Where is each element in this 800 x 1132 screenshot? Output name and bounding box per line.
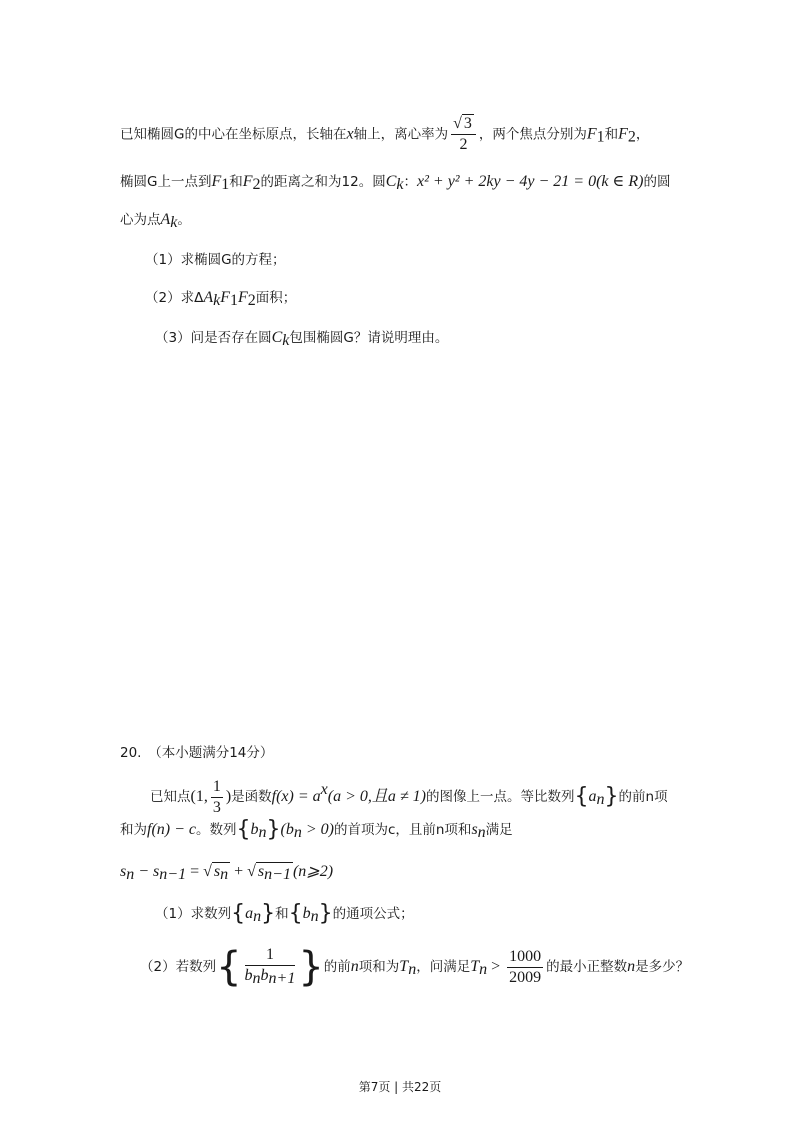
text: 和	[275, 906, 289, 922]
subscript: n+1	[268, 970, 296, 987]
fraction-numerator: 1	[245, 945, 296, 966]
subscript: n	[310, 908, 319, 925]
math-var: T	[470, 958, 480, 975]
p19-line3	[120, 210, 191, 233]
math-var: F	[586, 125, 597, 143]
subscript: n	[253, 908, 262, 925]
fraction-denominator: 2009	[509, 968, 542, 986]
p20-recurrence	[120, 862, 333, 885]
subscript: n	[252, 970, 261, 987]
point-open: (1,	[190, 788, 208, 805]
subscript: n	[477, 824, 486, 841]
brace-close: }	[318, 901, 333, 926]
subscript: n	[596, 791, 605, 808]
text: （2）若数列	[140, 959, 217, 975]
math-var: n	[627, 958, 636, 975]
point-close: )	[225, 788, 232, 805]
math-var: b	[302, 905, 311, 922]
math-var: a	[245, 905, 254, 922]
text: 的最小正整数	[546, 959, 628, 975]
circle-equation: x² + y² + 2ky − 4y − 21 = 0(k ∈ R)	[417, 173, 644, 190]
text: 的距离之和为12。圆	[260, 174, 386, 190]
text: 的图像上一点。等比数列	[426, 789, 575, 805]
math-var: b	[250, 821, 259, 838]
subscript: n	[408, 961, 417, 978]
condition: (b	[280, 821, 294, 838]
math-var: s	[257, 863, 265, 880]
subscript: n−1	[264, 866, 291, 883]
text: 和为	[120, 822, 147, 838]
text: 的通项公式；	[332, 906, 414, 922]
p19-line2	[120, 172, 670, 195]
math-var: a	[588, 788, 597, 805]
plus-sign: +	[230, 863, 248, 880]
equals-sign: =	[186, 863, 204, 880]
subscript: 1	[230, 292, 238, 309]
subscript: k	[282, 332, 290, 349]
text: 是多少？	[635, 959, 690, 975]
text: 的首项为c，且前n项和	[333, 822, 472, 838]
sqrt-radicand: 3	[463, 115, 472, 132]
text: ，两个焦点分别为	[478, 126, 587, 143]
math-var: A	[203, 289, 214, 306]
math-var: − s	[134, 863, 160, 880]
text: ，	[635, 126, 650, 143]
p19-q2	[145, 288, 296, 311]
fraction-denominator: 3	[212, 798, 221, 816]
math-var: T	[399, 958, 409, 975]
brace-close: }	[298, 944, 324, 990]
text: 已知椭圆G的中心在坐标原点，长轴在	[120, 126, 347, 143]
condition: (n⩾2)	[292, 863, 334, 880]
p19-line1	[120, 114, 649, 156]
subscript: n	[220, 866, 229, 883]
text: 心为点	[120, 212, 161, 228]
text: 。	[177, 212, 191, 228]
fraction-numerator: 1	[211, 777, 223, 798]
subscript: 1	[596, 128, 605, 146]
math-var: s	[120, 863, 127, 880]
brace-open: {	[574, 784, 589, 809]
math-var: b	[244, 967, 253, 984]
text: 的前n项	[618, 789, 668, 805]
text: 轴上，离心率为	[353, 126, 449, 143]
p20-q1	[155, 901, 414, 927]
subscript: k	[213, 292, 221, 309]
p20-q2	[140, 942, 689, 995]
sequence-fraction	[245, 945, 296, 989]
text: （3）问是否存在圆	[155, 330, 272, 346]
text: 满足	[485, 822, 513, 838]
function-condition: (a > 0,且a ≠ 1)	[327, 788, 427, 805]
text: 。数列	[196, 822, 237, 838]
subscript: n	[126, 866, 135, 883]
subscript: 1	[221, 176, 230, 193]
text: ：	[403, 174, 417, 190]
math-var: F	[242, 173, 253, 190]
subscript: 2	[252, 176, 261, 193]
brace-open: {	[231, 901, 246, 926]
math-var: n	[350, 958, 359, 975]
threshold-fraction	[507, 947, 543, 988]
subscript: n	[293, 824, 302, 841]
brace-close: }	[266, 817, 281, 842]
page-number: 第7页 | 共22页	[358, 1080, 442, 1094]
condition: > 0)	[301, 821, 334, 838]
text: 是函数	[231, 789, 272, 805]
text: 和	[604, 126, 619, 143]
sqrt-sn1: √ $s_{n-1}$	[247, 863, 291, 883]
math-var: F	[238, 289, 248, 306]
text: ，问满足	[416, 959, 471, 975]
subscript: 2	[627, 128, 636, 146]
page-footer	[0, 1078, 800, 1095]
brace-close: }	[604, 784, 619, 809]
math-var: F	[618, 125, 628, 143]
question-text: （1）求椭圆G的方程；	[145, 252, 286, 268]
greater-than: >	[487, 958, 505, 975]
math-var: F	[211, 173, 222, 190]
brace-open: {	[236, 817, 251, 842]
math-var: F	[220, 289, 230, 306]
p19-q1	[145, 250, 286, 270]
p20-line1	[150, 770, 668, 820]
math-var: x	[346, 125, 354, 143]
math-var: C	[271, 329, 283, 346]
brace-open: {	[216, 944, 242, 990]
sum-expression: f(n) − c	[147, 821, 196, 838]
text: 的圆	[643, 174, 671, 190]
math-var: b	[260, 967, 269, 984]
text: 椭圆G上一点到	[120, 174, 212, 190]
sqrt-sn: √ $s_n$	[203, 863, 229, 883]
text: （1）求数列	[155, 906, 232, 922]
superscript: x	[320, 781, 328, 798]
math-var: C	[385, 173, 397, 190]
math-var: s	[471, 821, 478, 838]
brace-close: }	[261, 901, 276, 926]
text: 项和为	[358, 959, 400, 975]
p20-heading	[120, 743, 273, 763]
eccentricity-fraction: $\frac{√ 3}{2}$	[451, 114, 476, 155]
fraction-denominator: 2	[459, 136, 468, 153]
subscript: n	[479, 961, 488, 978]
subscript: 2	[247, 292, 256, 309]
p20-line2	[120, 817, 513, 843]
subscript: k	[396, 176, 404, 193]
text: 包围椭圆G？请说明理由。	[289, 330, 449, 346]
text: （2）求Δ	[145, 290, 204, 306]
subscript: n−1	[159, 866, 187, 883]
point-fraction	[211, 777, 223, 818]
subscript: k	[170, 214, 178, 231]
problem-heading: 20. （本小题满分14分）	[120, 745, 274, 761]
brace-open: {	[288, 901, 303, 926]
fraction-numerator: 1000	[507, 947, 543, 968]
function-expression: f(x) = a	[271, 788, 321, 805]
subscript: n	[258, 824, 267, 841]
text: 面积；	[255, 290, 297, 306]
text: 已知点	[150, 789, 191, 805]
math-var: s	[213, 863, 221, 880]
text: 和	[229, 174, 243, 190]
p19-q3	[155, 328, 448, 351]
text: 的前	[323, 959, 351, 975]
math-var: A	[160, 211, 171, 228]
